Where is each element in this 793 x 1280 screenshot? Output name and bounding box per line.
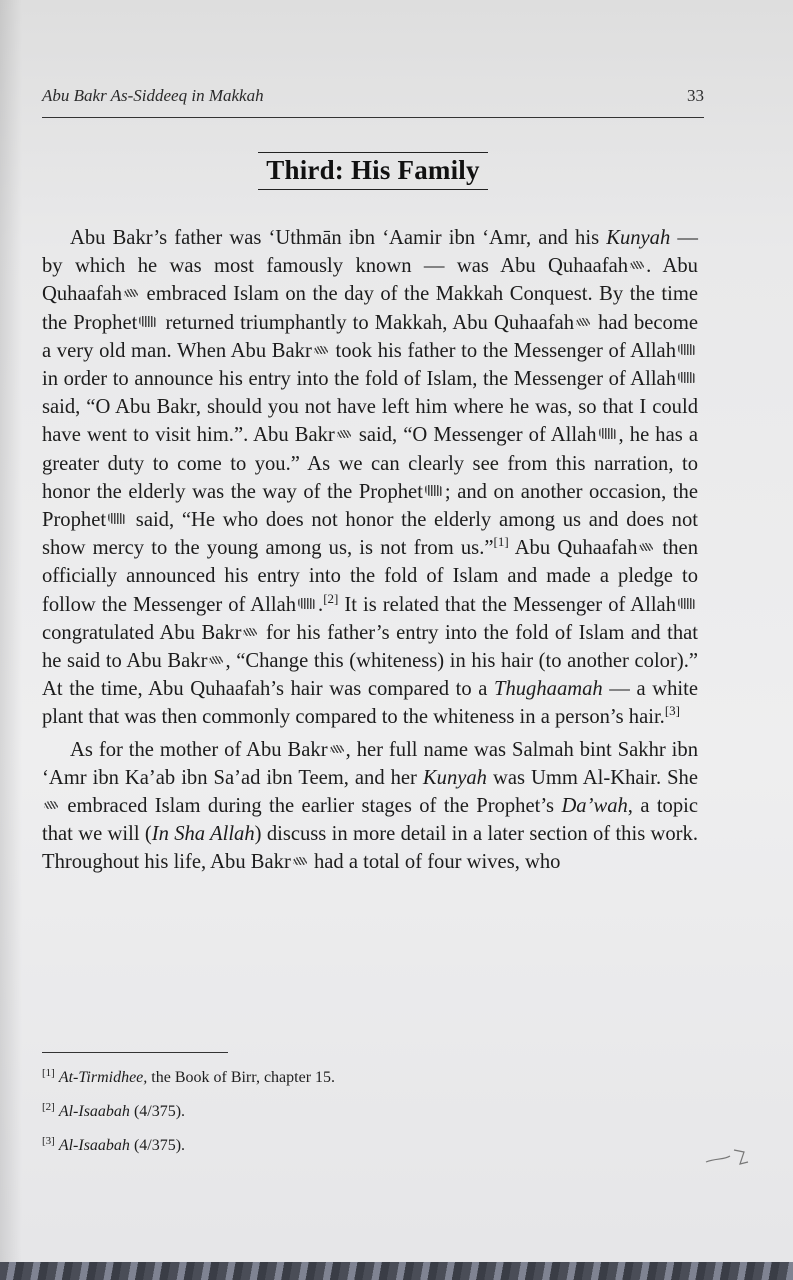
salawat-icon (599, 428, 617, 439)
text-span: was Umm Al-Khair. She (486, 766, 698, 789)
footnote-source: At-Tirmidhee, (58, 1069, 148, 1086)
radiyallahu-anhu-icon (330, 745, 344, 753)
text-span: for his father’s entry into the fold of Islam and that he said to Abu Bakr (42, 621, 698, 673)
text-span: in order to announce his entry into the fold of Islam, the Messenger of Allah (42, 368, 676, 391)
footnote-rule (42, 1052, 228, 1053)
section-heading: Third: His Family (258, 152, 488, 190)
text-span: , a topic that we will ( (42, 795, 699, 846)
footnote-ref-1[interactable]: [1] (493, 534, 509, 550)
radiyallahu-anhu-icon (44, 801, 58, 809)
body-text (42, 224, 698, 877)
text-span: had a total of four wives, who (308, 851, 561, 874)
footnote-source: Al-Isaabah (58, 1103, 130, 1120)
footnote-ref-3[interactable]: [3] (664, 703, 680, 719)
footnote-text: (4/375). (129, 1137, 186, 1154)
text-span: , “Change this (whiteness) in his hair (to another color).” At the time, Abu Quhaafah’s hair was compared to a (42, 650, 698, 701)
fabric-background (0, 1262, 793, 1280)
running-head-title: Abu Bakr As-Siddeeq in Makkah (42, 86, 264, 105)
footnote-mark: [2] (42, 1100, 55, 1113)
footnote-3 (42, 1134, 702, 1168)
radiyallahu-anhu-icon (639, 543, 653, 551)
page-number: 33 (687, 86, 704, 105)
text-span: It is related that the Messenger of Allah (338, 593, 676, 616)
salawat-icon (678, 344, 696, 355)
footnotes (42, 1066, 702, 1168)
footnote-2 (42, 1100, 702, 1134)
text-span: — a white plant that was then commonly compared to the whiteness in a person’s hair. (42, 678, 698, 729)
text-span: said, “O Abu Bakr, should you not have left him where he was, so that I could have went to visit him.”. Abu Bakr (42, 396, 698, 447)
text-span: embraced Islam on the day of the Makkah Conquest. By the time the Prophet (42, 283, 698, 334)
italic-term: Kunyah (606, 227, 671, 249)
footnote-ref-2[interactable]: [2] (323, 590, 339, 606)
radiyallahu-anhu-icon (209, 656, 223, 664)
running-head (42, 86, 704, 112)
salawat-icon (298, 598, 316, 609)
pen-mark-icon (700, 1140, 770, 1180)
text-span: congratulated Abu Bakr (42, 621, 242, 644)
salawat-icon (678, 372, 696, 383)
text-span: took his father to the Messenger of Allah (329, 339, 676, 362)
text-span: embraced Islam during the earlier stages of the Prophet’s (60, 795, 562, 818)
text-span: . Abu Quhaafah (42, 255, 698, 306)
radiyallahu-anhu-icon (576, 318, 590, 326)
text-span: Abu Bakr’s father was ‘Uthmān ibn ‘Aamir ibn ‘Amr, and his (70, 227, 607, 249)
header-rule (42, 117, 704, 118)
footnote-mark: [3] (42, 1134, 55, 1147)
text-span: . (318, 593, 324, 616)
radiyallahu-anhu-icon (337, 430, 351, 438)
italic-term: Kunyah (422, 766, 487, 789)
text-span: then officially announced his entry into the fold of Islam and made a pledge to follow the Messenger of Allah (42, 537, 698, 616)
text-span: ) discuss in more detail in a later section of this work. Throughout his life, Abu Bakr (42, 823, 698, 874)
salawat-icon (425, 485, 443, 496)
text-span: said, “He who does not honor the elderly among us and does not show mercy to the young among us, is not from us.” (42, 509, 698, 560)
paragraph-father (42, 224, 698, 732)
text-span: As for the mother of Abu Bakr (70, 738, 328, 761)
footnote-1 (42, 1066, 702, 1100)
footnote-mark: [1] (42, 1066, 55, 1079)
footnote-source: Al-Isaabah (58, 1137, 130, 1154)
italic-term: In Sha Allah (151, 823, 255, 846)
radiyallahu-anhu-icon (314, 346, 328, 354)
text-span: said, “O Messenger of Allah (352, 424, 597, 447)
text-span: — by which he was most famously known — was Abu Quhaafah (42, 227, 698, 278)
italic-term: Da’wah (561, 795, 628, 818)
italic-term: Thughaamah (494, 678, 603, 701)
text-span: Abu Quhaafah (508, 537, 638, 560)
salawat-icon (139, 316, 157, 327)
page-gutter-shadow (0, 0, 22, 1262)
salawat-icon (678, 598, 696, 609)
paragraph-mother (42, 736, 698, 877)
radiyallahu-anhu-icon (243, 628, 257, 636)
text-span: had become a very old man. When Abu Bakr (42, 311, 698, 362)
radiyallahu-anhu-icon (630, 261, 644, 269)
radiyallahu-anhu-icon (293, 857, 307, 865)
text-span: , he has a greater duty to come to you.” As we can clearly see from this narration, to honor the elderly was the way of the Prophet (42, 424, 698, 503)
radiyallahu-anhu-icon (124, 289, 138, 297)
footnote-text: the Book of Birr, chapter 15. (147, 1069, 336, 1086)
text-span: returned triumphantly to Makkah, Abu Quhaafah (159, 311, 575, 334)
text-span: ; and on another occasion, the Prophet (42, 480, 698, 532)
salawat-icon (108, 513, 126, 524)
text-span: , her full name was Salmah bint Sakhr ibn ‘Amr ibn Ka’ab ibn Sa’ad ibn Teem, and her (42, 738, 698, 789)
footnote-text: (4/375). (129, 1103, 186, 1120)
